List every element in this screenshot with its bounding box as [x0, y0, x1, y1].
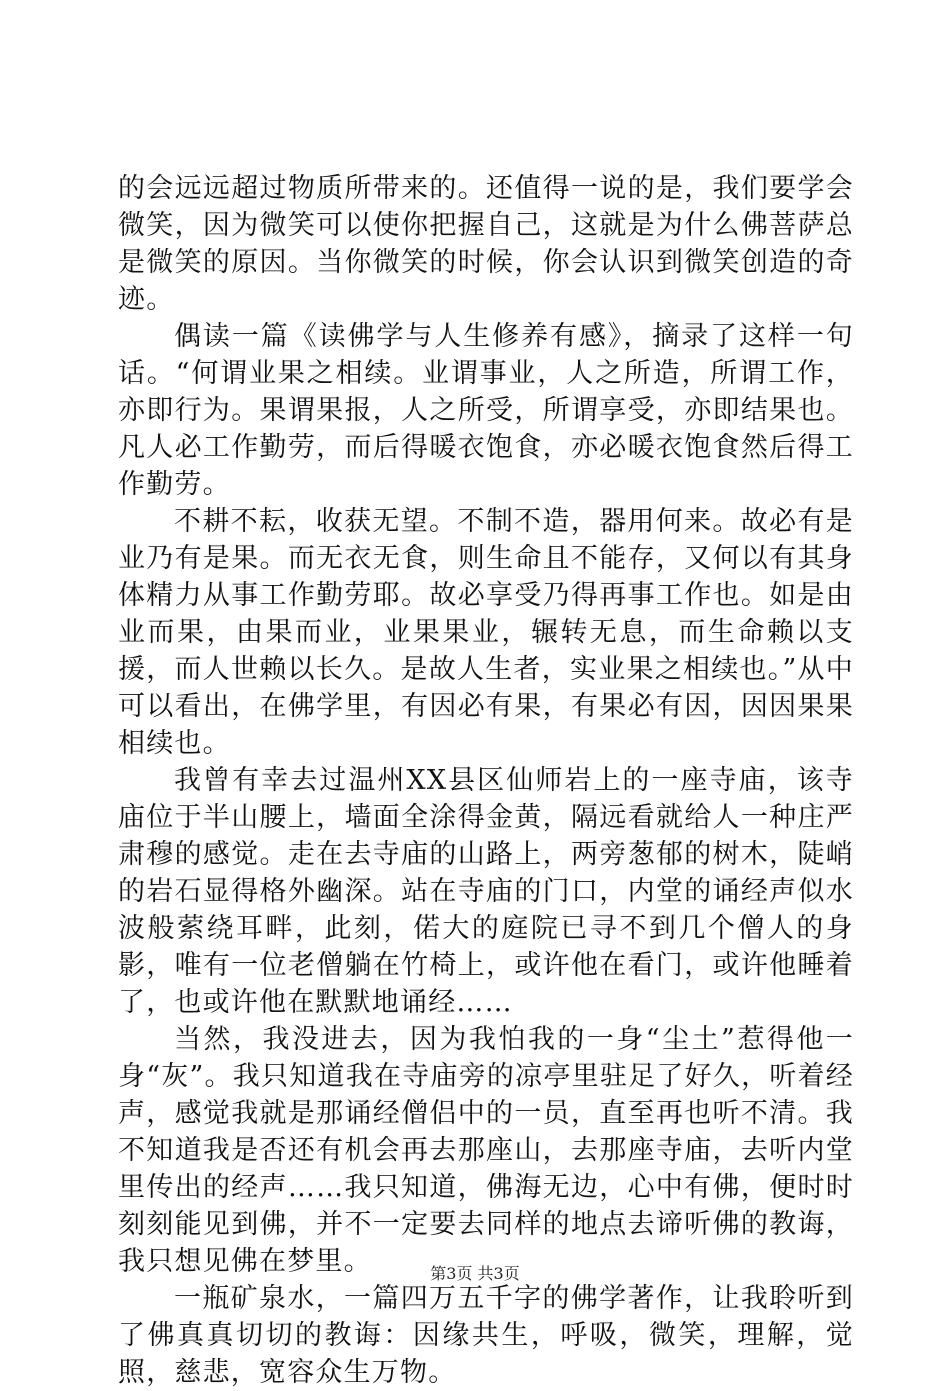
paragraph-1: 的会远远超过物质所带来的。还值得一说的是，我们要学会微笑，因为微笑可以使你把握自己，这就是为什么佛菩萨总是微笑的原因。当你微笑的时候，你会认识到微笑创造的奇迹。	[118, 173, 854, 315]
paragraph-6: 一瓶矿泉水，一篇四万五千字的佛学著作，让我聆听到了佛真真切切的教诲：因缘共生，呼吸，微笑，理解，觉照，慈悲，宽容众生万物。	[118, 1283, 854, 1388]
paragraph-2: 偶读一篇《读佛学与人生修养有感》，摘录了这样一句话。“何谓业果之相续。业谓事业，人之所造，所谓工作，亦即行为。果谓果报，人之所受，所谓享受，亦即结果也。凡人必工作勤劳，而后得暖衣饱食，亦必暖衣饱食然后得工作勤劳。	[118, 321, 854, 500]
paragraph-5: 当然，我没进去，因为我怕我的一身“尘土”惹得他一身“灰”。我只知道我在寺庙旁的凉亭里驻足了好久，听着经声，感觉我就是那诵经僧侣中的一员，直至再也听不清。我不知道我是否还有机会再去那座山，去那座寺庙，去听内堂里传出的经声……我只知道，佛海无边，心中有佛，便时时刻刻能见到佛，并不一定要去同样的地点去谛听佛的教诲，我只想见佛在梦里。	[118, 1024, 854, 1277]
page-number-footer: 第3页 共3页	[430, 1264, 520, 1283]
document-body	[118, 170, 854, 1391]
paragraph-3: 不耕不耘，收获无望。不制不造，器用何来。故必有是业乃有是果。而无衣无食，则生命且不能存，又何以有其身体精力从事工作勤劳耶。故必享受乃得再事工作也。如是由业而果，由果而业，业果果业，辗转无息，而生命赖以支援，而人世赖以长久。是故人生者，实业果之相续也。”从中可以看出，在佛学里，有因必有果，有果必有因，因因果果相续也。	[118, 506, 854, 759]
paragraph-4: 我曾有幸去过温州XX县区仙师岩上的一座寺庙，该寺庙位于半山腰上，墙面全涂得金黄，隔远看就给人一种庄严肃穆的感觉。走在去寺庙的山路上，两旁葱郁的树木，陡峭的岩石显得格外幽深。站在寺庙的门口，内堂的诵经声似水波般萦绕耳畔，此刻，偌大的庭院已寻不到几个僧人的身影，唯有一位老僧躺在竹椅上，或许他在看门，或许他睡着了，也或许他在默默地诵经……	[118, 765, 854, 1018]
